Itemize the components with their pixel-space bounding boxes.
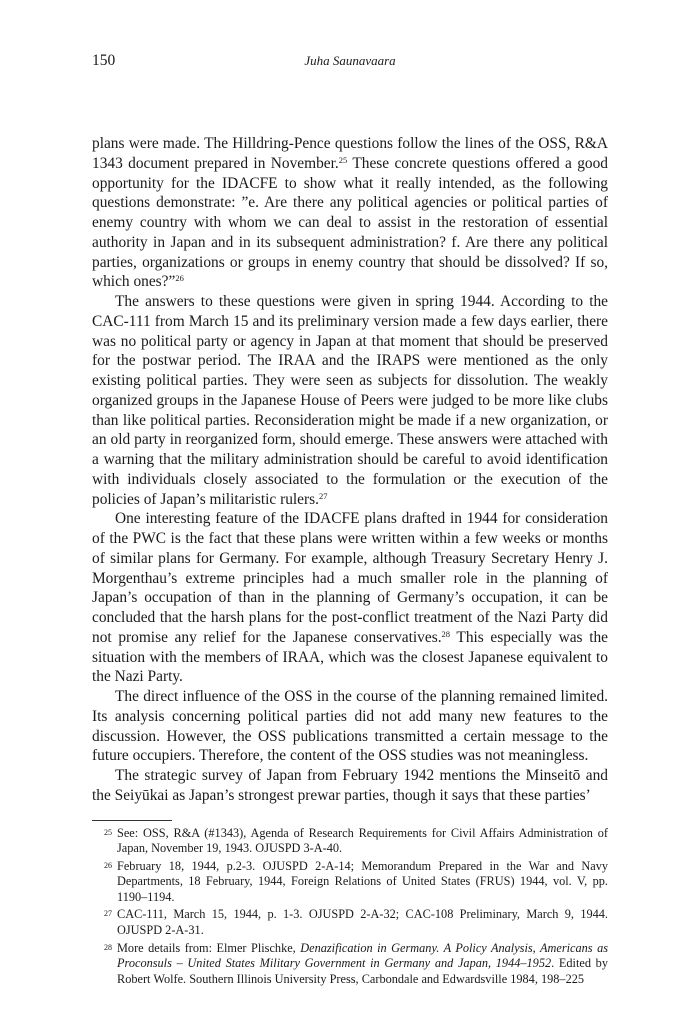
footnote-27 — [92, 907, 608, 938]
running-head: Juha Saunavaara — [304, 53, 396, 68]
paragraph-1-text-b: These concrete questions offered a good opportunity for the IDACFE to show what it really intended, as the following questions demonstrate: ”e. Are there any political agencies or political parties of enemy country with whom we can deal to assist in the restoration of essential authority in Japan and in its subsequent administration? f. Are there any political parties, organizations or groups in enemy country that should be dissolved? If so, which ones?” — [92, 154, 609, 291]
footnote-mark: 28 — [104, 942, 112, 952]
paragraph-4 — [92, 687, 608, 766]
page-header — [92, 52, 608, 76]
footnote-text-post: . Edited by Robert Wolfe. Southern Illinois University Press, Carbondale and Edwardsville 1984, 198–225 — [117, 956, 608, 986]
footnote-26 — [92, 859, 608, 906]
footnote-text-pre: More details from: Elmer Plischke, — [117, 940, 301, 955]
footnote-25 — [92, 826, 608, 857]
page-number: 150 — [92, 52, 116, 69]
footnote-28 — [92, 941, 608, 988]
footnote-divider — [92, 820, 172, 821]
footnote-mark: 25 — [104, 827, 112, 837]
footnote-ref-25[interactable]: 25 — [338, 154, 348, 165]
paragraph-5 — [92, 766, 608, 806]
footnote-text: February 18, 1944, p.2-3. OJUSPD 2-A-14; Memorandum Prepared in the War and Navy Departments, 18 February, 1944, Foreign Relations of United States (FRUS) 1944, vol. V, pp. 1190–1194. — [117, 858, 608, 904]
paragraph-5-text: The strategic survey of Japan from February 1942 mentions the Minseitō and the Seiyūkai as Japan’s strongest prewar parties, though it says that these parties’ — [92, 767, 608, 804]
paragraph-2-text: The answers to these questions were given in spring 1944. According to the CAC-111 from March 15 and its preliminary version made a few days earlier, there was no political party or agency in Japan at that moment that should be preserved for the postwar period. The IRAA and the IRAPS were mentioned as the only existing political parties. They were seen as subjects for dissolution. The weakly organized groups in the Japanese House of Peers were judged to be more like clubs than like political parties. Reconsideration might be made if a new organization, or an old party in reorganized form, should emerge. These answers were attached with a warning that the military administration should be careful to avoid identification with individuals closely associated to the formulation or the execution of the policies of Japan’s militaristic rulers. — [92, 293, 608, 508]
footnote-mark: 27 — [104, 909, 112, 919]
footnote-text: See: OSS, R&A (#1343), Agenda of Research Requirements for Civil Affairs Administration of Japan, November 19, 1943. OJUSPD 3-A-40. — [117, 825, 608, 856]
body-text — [92, 134, 608, 806]
paragraph-4-text: The direct influence of the OSS in the course of the planning remained limited. Its analysis concerning political parties did not add many new features to the discussion. However, the OSS publications transmitted a certain message to the future occupiers. Therefore, the content of the OSS studies was not meaningless. — [92, 688, 608, 765]
paragraph-2 — [92, 292, 608, 509]
paragraph-3-text-b: This especially was the situation with the members of IRAA, which was the closest Japanese equivalent to the Nazi Party. — [92, 628, 609, 686]
footnote-mark: 26 — [104, 860, 112, 870]
footnote-ref-27[interactable]: 27 — [318, 490, 328, 501]
footnote-text: CAC-111, March 15, 1944, p. 1-3. OJUSPD 2-A-32; CAC-108 Preliminary, March 9, 1944. OJUSPD 2-A-31. — [117, 907, 608, 938]
paragraph-3-text-a: One interesting feature of the IDACFE plans drafted in 1944 for consideration of the PWC is the fact that these plans were written within a few weeks or months of similar plans for Germany. For example, although Treasury Secretary Henry J. Morgenthau’s extreme principles had a much smaller role in the planning of Japan’s occupation of than in the planning of Germany’s occupation, it can be concluded that the harsh plans for the post-conflict treatment of the Nazi Party did not promise any relief for the Japanese conservatives. — [92, 510, 608, 646]
paragraph-3 — [92, 509, 608, 687]
footnote-book-title: Denazification in Germany. A Policy Analysis, Americans as Proconsuls – United States Military Government in Germany and Japan, 1944–1952 — [117, 940, 608, 971]
footnote-ref-28[interactable]: 28 — [441, 628, 451, 639]
paragraph-1-text-a: plans were made. The Hilldring-Pence questions follow the lines of the OSS, R&A 1343 document prepared in November. — [92, 135, 608, 172]
footnotes — [92, 826, 608, 988]
paragraph-1 — [92, 134, 608, 292]
footnote-ref-26[interactable]: 26 — [175, 273, 184, 284]
book-page — [92, 52, 608, 989]
